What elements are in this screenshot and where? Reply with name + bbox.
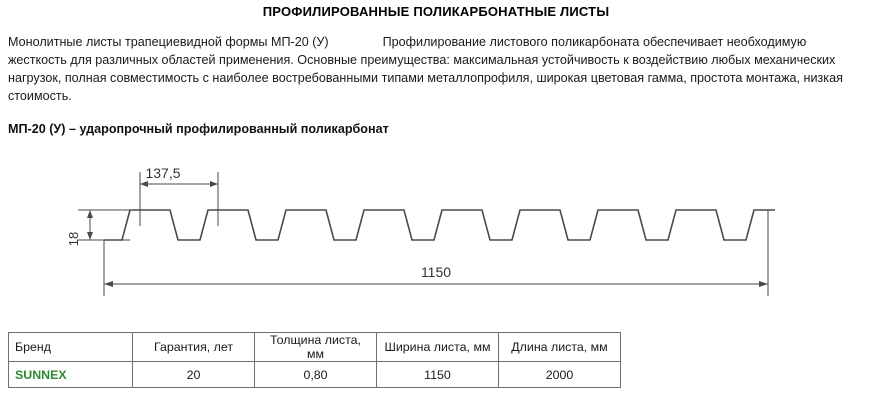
intro-text-second: Профилирование листового поликарбоната обеспечивает необходимую жесткость для различных областей применения. Основные преимущества: максимальная устойчивость к воздействию любых механических нагрузок, полная совместимость с наиболее востребованными типами металлопрофиля, широкая цветовая гамма, простота монтажа, низкая стоимость.: [8, 35, 843, 103]
cell-warranty: 20: [133, 362, 255, 388]
specifications-table: [8, 332, 621, 388]
table-header: [9, 333, 621, 362]
intro-text-first: Монолитные листы трапециевидной формы МП-20 (У): [8, 35, 329, 49]
height-arrow-up-icon: [87, 210, 93, 218]
height-dimension-label: 18: [66, 231, 81, 247]
table-body: [9, 362, 621, 388]
height-arrow-down-icon: [87, 232, 93, 240]
width-dimension-label: 1150: [420, 264, 452, 280]
width-arrow-right-icon: [759, 281, 768, 287]
column-header-width: Ширина листа, мм: [377, 333, 499, 362]
cell-length: 2000: [499, 362, 621, 388]
cell-width: 1150: [377, 362, 499, 388]
pitch-dimension-label: 137,5: [145, 165, 181, 181]
column-header-brand: Бренд: [9, 333, 133, 362]
table-header-row: [9, 333, 621, 362]
column-header-length: Длина листа, мм: [499, 333, 621, 362]
column-header-thickness: Толщина листа, мм: [255, 333, 377, 362]
table-row: [9, 362, 621, 388]
width-arrow-left-icon: [104, 281, 113, 287]
profile-section-outline: [104, 210, 775, 240]
pitch-arrow-left-icon: [140, 181, 148, 187]
profile-drawing: [0, 144, 872, 324]
page-title: ПРОФИЛИРОВАННЫЕ ПОЛИКАРБОНАТНЫЕ ЛИСТЫ: [262, 4, 610, 19]
cell-brand: SUNNEX: [9, 362, 133, 388]
column-header-warranty: Гарантия, лет: [133, 333, 255, 362]
intro-paragraph: [8, 33, 864, 105]
pitch-arrow-right-icon: [210, 181, 218, 187]
cell-thickness: 0,80: [255, 362, 377, 388]
section-subtitle: МП-20 (У) – ударопрочный профилированный поликарбонат: [8, 122, 389, 136]
